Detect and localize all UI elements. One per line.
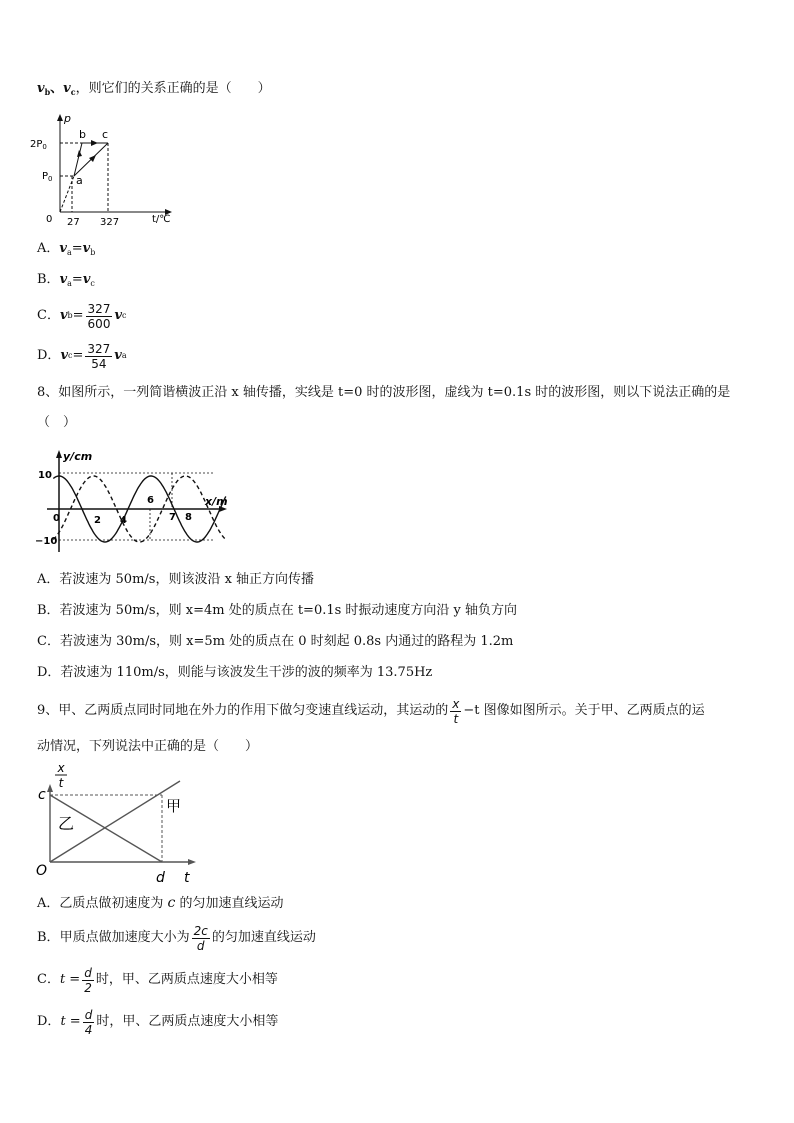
q7-x-axis-label: t/℃: [152, 214, 171, 225]
q9-y-label-den: t: [58, 776, 64, 790]
q8-x-tick-7: 7: [169, 512, 176, 523]
q8-option-a: A．若波速为 50m/s，则该波沿 x 轴正方向传播: [37, 572, 315, 587]
q7-stem: $v_b$、$v_c$，则它们的关系正确的是（ ）: [37, 81, 271, 97]
q7-option-c: C． v b = $\frac{327}{600}$ v c: [37, 301, 127, 331]
q8-x-tick-2: 2: [94, 515, 101, 526]
q8-stem-line2: （ ）: [37, 415, 77, 430]
q8-x-axis-label: x/m: [205, 495, 228, 508]
q8-stem-line1: 8、如图所示，一列简谐横波正沿 x 轴传播，实线是 t=0 时的波形图，虚线为 t=0.1s 时的波形图，则以下说法正确的是: [37, 385, 731, 400]
q7-d-fraction: $\frac{327}{54}$: [87, 341, 111, 371]
q7-option-d: D． v c = $\frac{327}{54}$ v a: [37, 341, 127, 371]
q8-tick-neg10: −10: [35, 536, 58, 547]
q7-p-t-graph: [28, 108, 178, 228]
q9-jia-label: 甲: [166, 797, 182, 815]
q7-tick-p0: $P_0$: [42, 171, 53, 183]
q8-y-axis-label: y/cm: [63, 450, 93, 463]
q9-option-c: C． t = $\frac{d}{2}$ 时，甲、乙两质点速度大小相等: [37, 965, 278, 995]
q7-y-axis-label: p: [64, 112, 71, 125]
q7-option-a: A．$v_a=v_b$: [37, 241, 96, 257]
q8-option-b: B．若波速为 50m/s，则 x=4m 处的质点在 t=0.1s 时振动速度方向沿 y 轴负方向: [37, 603, 518, 618]
q9-y-label-num: x: [57, 761, 65, 775]
q7-tick-2p0: $2P_0$: [30, 139, 47, 151]
q9-c-label: c: [38, 787, 46, 803]
q9-stem-line1: 9、甲、乙两质点同时同地在外力的作用下做匀变速直线运动，其运动的 $\frac{x}{t}$ −t 图像如图所示。关于甲、乙两质点的运: [37, 696, 705, 726]
q8-origin: 0: [53, 513, 60, 524]
q8-x-tick-4: 4: [120, 515, 127, 526]
q9-origin: O: [36, 863, 48, 879]
q9-b-fraction: $\frac{2c}{d}$: [193, 923, 208, 953]
q7-c-fraction: $\frac{327}{600}$: [87, 301, 111, 331]
q7-option-b: B．$v_a=v_c$: [37, 272, 95, 288]
q7-tick-origin: 0: [46, 214, 53, 225]
q8-x-tick-6: 6: [147, 495, 154, 506]
q7-tick-27: 27: [67, 217, 80, 228]
q9-stem-line2: 动情况，下列说法中正确的是（ ）: [37, 739, 259, 754]
q9-d-fraction: $\frac{d}{4}$: [84, 1007, 93, 1037]
q9-c-fraction: $\frac{d}{2}$: [84, 965, 92, 995]
q8-wave-graph: [33, 448, 233, 558]
q9-option-d: D． t = $\frac{d}{4}$ 时，甲、乙两质点速度大小相等: [37, 1007, 279, 1037]
q7-point-a: a: [76, 174, 83, 187]
q9-t-label: t: [184, 870, 190, 885]
q8-x-tick-labels: [94, 495, 192, 526]
q7-point-b: b: [79, 128, 86, 141]
q9-d-label: d: [156, 870, 165, 885]
q8-option-c: C．若波速为 30m/s，则 x=5m 处的质点在 0 时刻起 0.8s 内通过的路程为 1.2m: [37, 634, 514, 649]
q9-option-a: A．乙质点做初速度为 c 的匀加速直线运动: [37, 895, 284, 911]
q9-xt-t-graph: [34, 760, 204, 885]
q9-yi-label: 乙: [58, 814, 75, 833]
q8-tick-10: 10: [38, 470, 52, 481]
q8-option-d: D．若波速为 110m/s，则能与该波发生干涉的波的频率为 13.75Hz: [37, 665, 433, 680]
q9-stem-fraction: $\frac{x}{t}$: [452, 696, 460, 726]
q7-tick-327: 327: [100, 217, 120, 228]
q8-x-tick-8: 8: [185, 512, 192, 523]
q9-option-b: B． 甲质点做加速度大小为 $\frac{2c}{d}$ 的匀加速直线运动: [37, 923, 316, 953]
q7-point-c: c: [102, 128, 109, 141]
